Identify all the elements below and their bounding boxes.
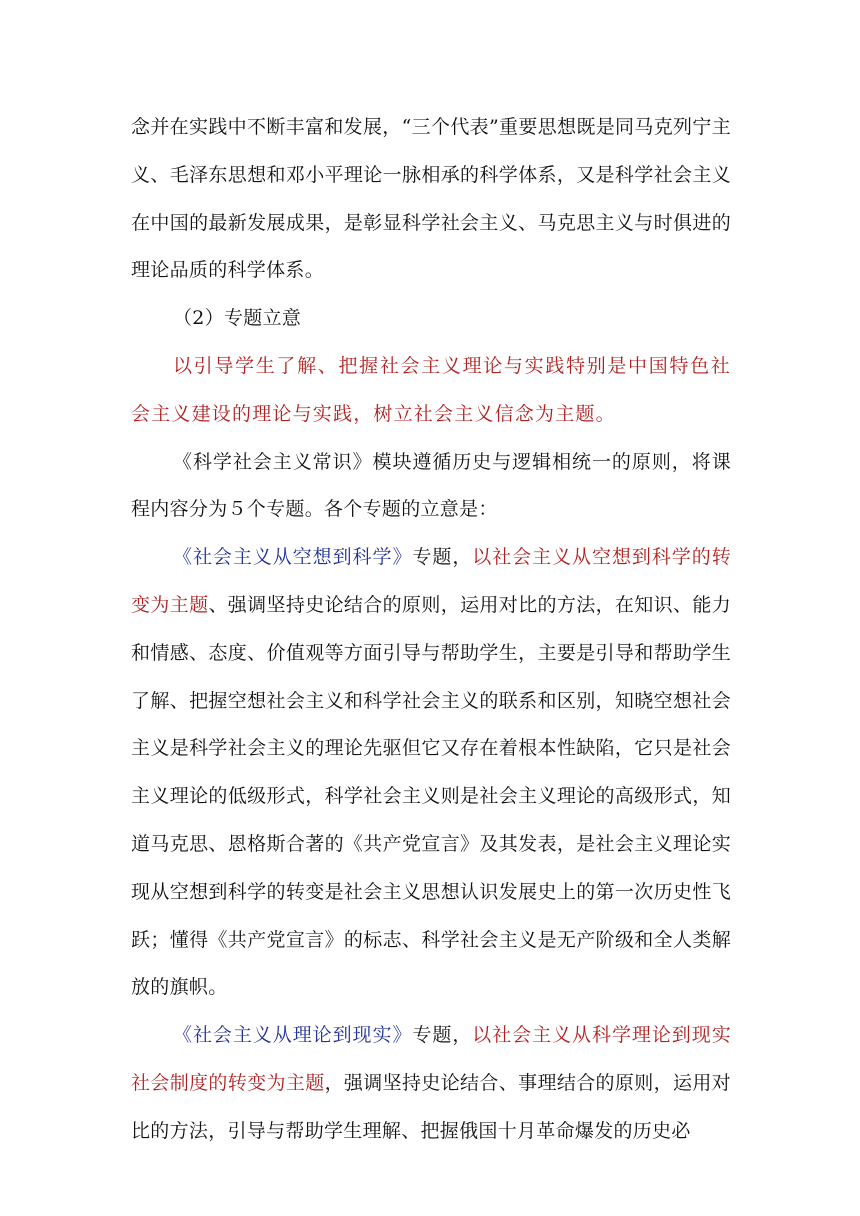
- topic-two-theme: 以社会主义从科学理论到现实社会制度的转变为主题: [131, 1024, 731, 1094]
- module-intro-paragraph: 《科学社会主义常识》模块遵循历史与逻辑相统一的原则，将课程内容分为５个专题。各个专题的立意是：: [131, 450, 731, 521]
- topic-two-paragraph: [131, 1012, 731, 1155]
- paragraph-continued: 念并在实践中不断丰富和发展，“三个代表”重要思想既是同马克列宁主义、毛泽东思想和邓小平理论一脉相承的科学体系，又是科学社会主义在中国的最新发展成果，是彰显科学社会主义、马克思主义与时俱进的理论品质的科学体系。: [131, 116, 731, 282]
- theme-statement: 以引导学生了解、把握社会主义理论与实践特别是中国特色社会主义建设的理论与实践，树立社会主义信念为主题。: [131, 354, 731, 425]
- topic-one-connector: 专题，: [412, 546, 473, 569]
- topic-one-paragraph: [131, 534, 731, 1012]
- section-heading: （2）专题立意: [173, 307, 302, 330]
- topic-one-theme: 以社会主义从空想到科学的转变为主题: [131, 546, 731, 616]
- topic-one-body: 、强调坚持史论结合的原则，运用对比的方法，在知识、能力和情感、态度、价值观等方面引导与帮助学生，主要是引导和帮助学生了解、把握空想社会主义和科学社会主义的联系和区别，知晓空想社会主义是科学社会主义的理论先驱但它又存在着根本性缺陷，它只是社会主义理论的低级形式，科学社会主义则是社会主义理论的高级形式，知道马克思、恩格斯合著的《共产党宣言》及其发表，是社会主义理论实现从空想到科学的转变是社会主义思想认识发展史上的第一次历史性飞跃；懂得《共产党宣言》的标志、科学社会主义是无产阶级和全人类解放的旗帜。: [131, 593, 732, 999]
- topic-two-connector: 专题，: [412, 1024, 473, 1047]
- document-body: [131, 104, 731, 1156]
- topic-two-title: 《社会主义从理论到现实》: [173, 1024, 413, 1047]
- topic-one-title: 《社会主义从空想到科学》: [173, 546, 413, 569]
- topic-two-body: ，强调坚持史论结合、事理结合的原则，运用对比的方法，引导与帮助学生理解、把握俄国十月革命爆发的历史必: [131, 1071, 731, 1142]
